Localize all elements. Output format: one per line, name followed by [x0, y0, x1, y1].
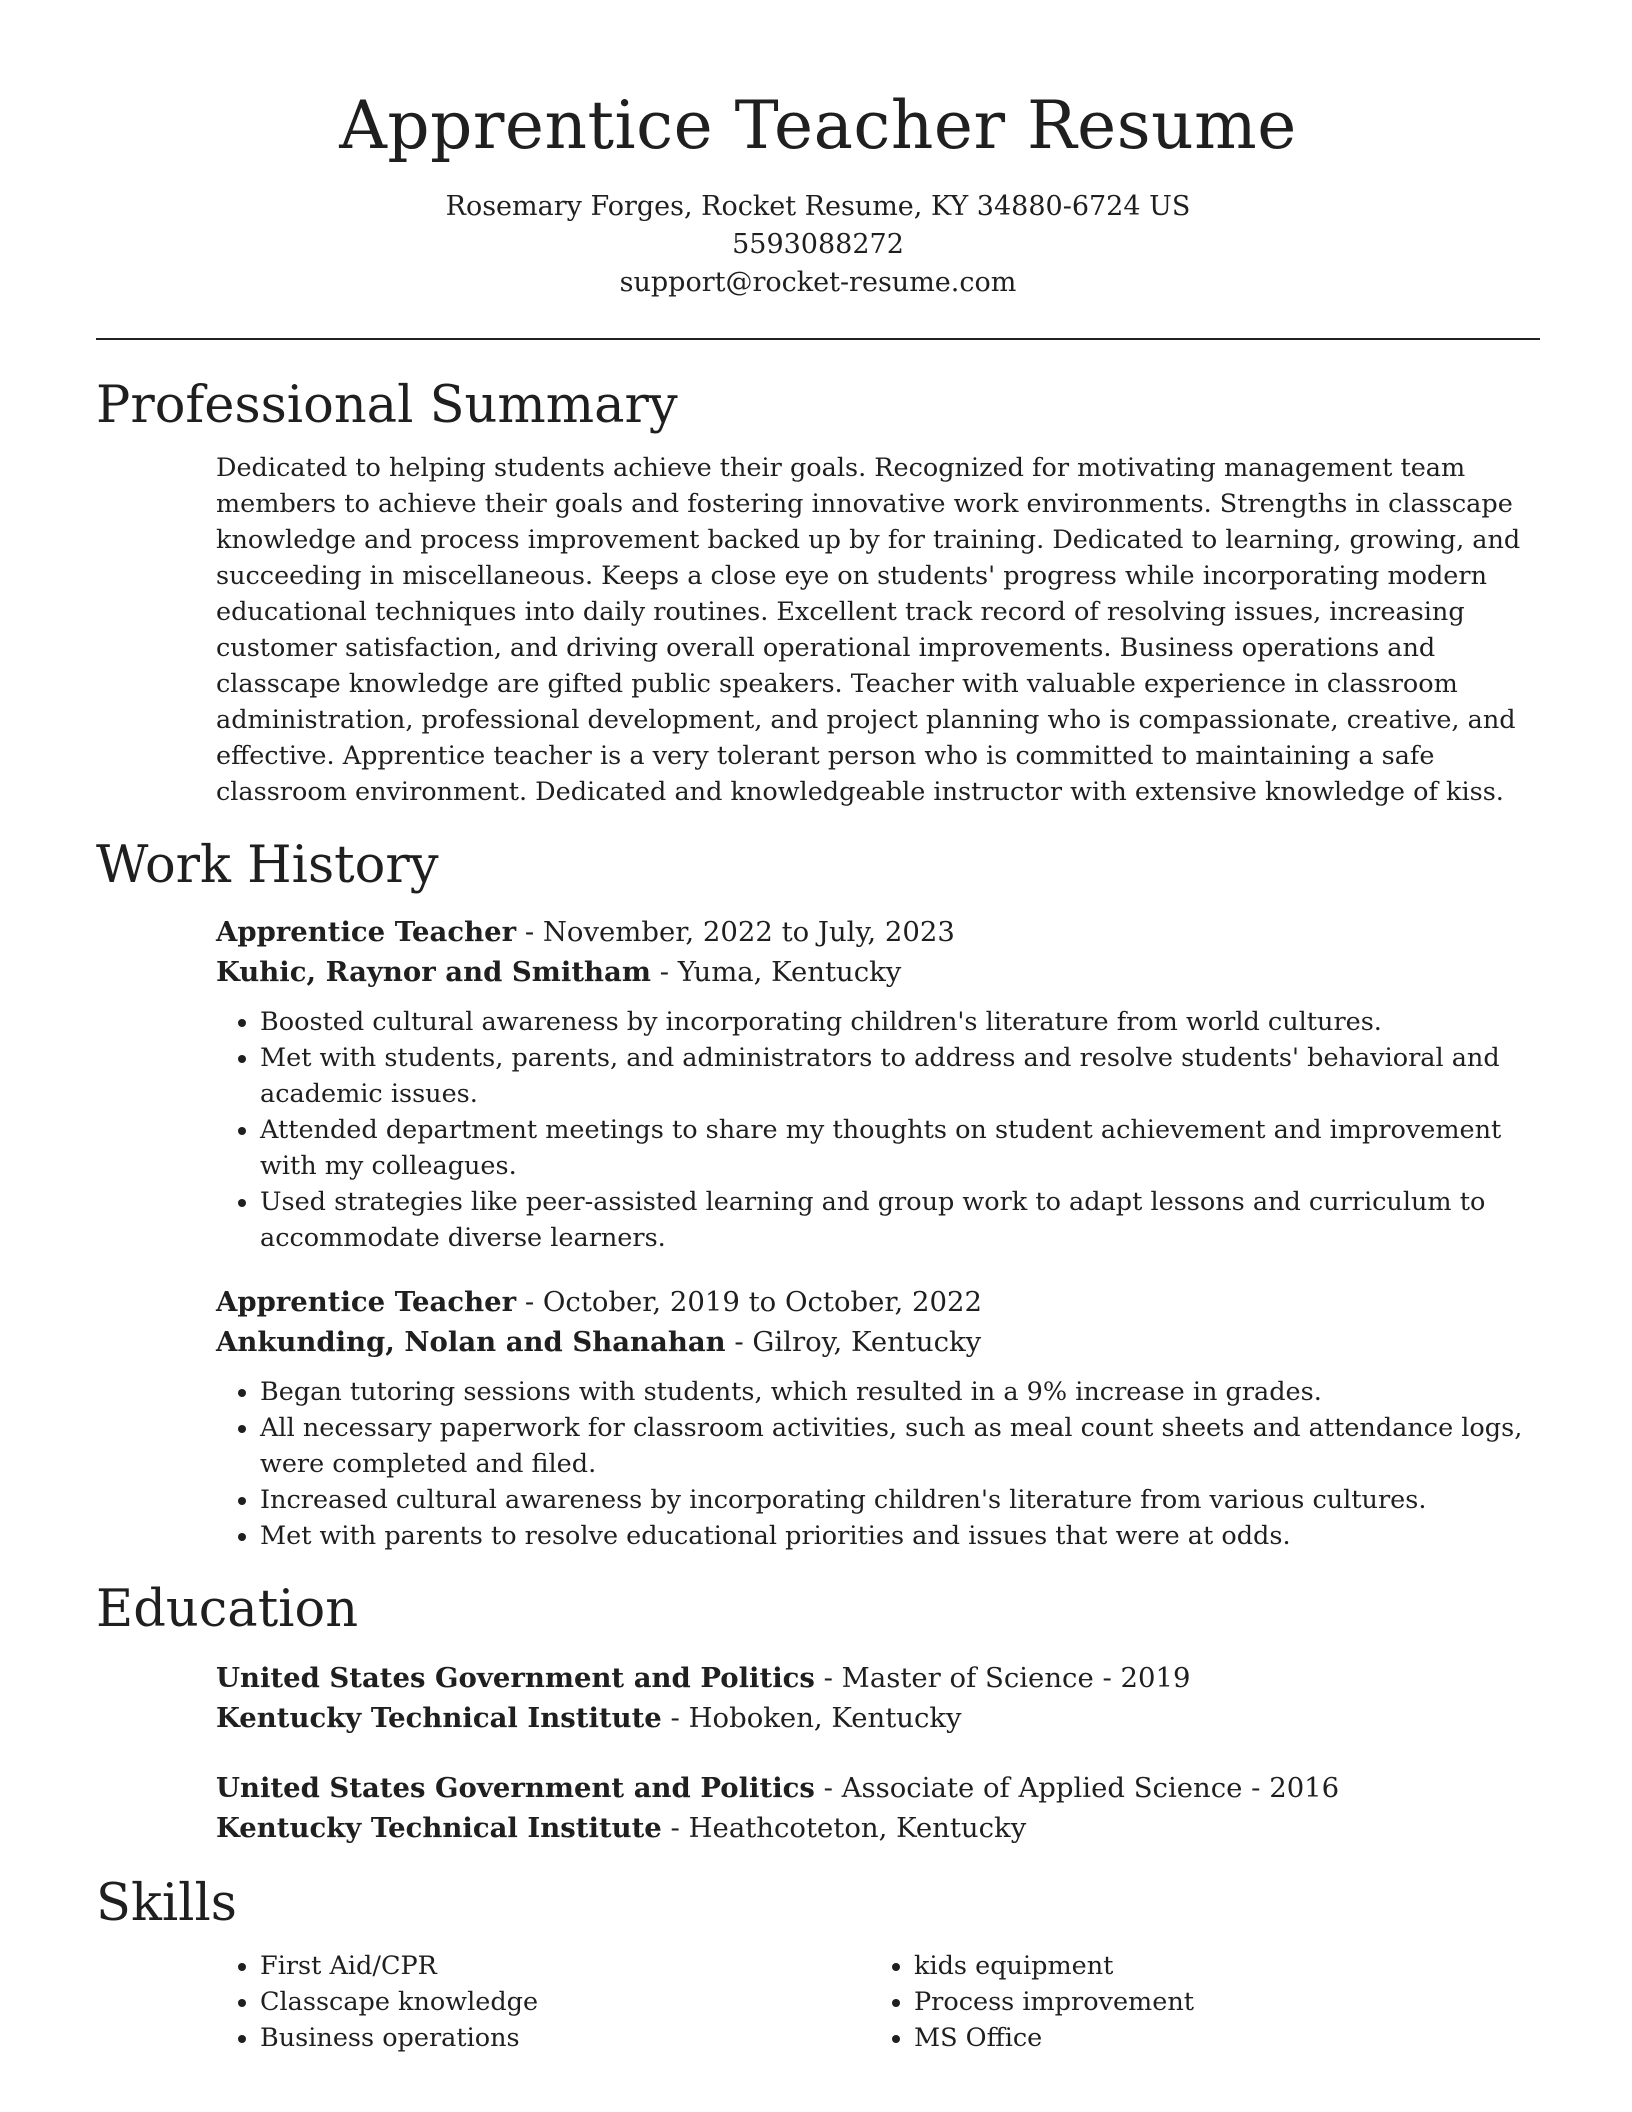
- skill-item: • First Aid/CPR: [260, 1948, 870, 1984]
- education-entry: [216, 1768, 1528, 1848]
- education-section: [96, 1578, 1540, 1848]
- contact-phone: 5593088272: [732, 229, 904, 260]
- header-divider: [96, 338, 1540, 340]
- skills-heading: Skills: [96, 1874, 237, 1933]
- job-bullet: • All necessary paperwork for classroom activities, such as meal count sheets and attendance logs, were completed and filed.: [260, 1410, 1528, 1482]
- job-company: Ankunding, Nolan and Shanahan: [216, 1326, 726, 1358]
- job-bullets: [216, 1374, 1528, 1554]
- skill-item: • kids equipment: [914, 1948, 1524, 1984]
- job-title: Apprentice Teacher: [216, 1286, 517, 1318]
- job-title: Apprentice Teacher: [216, 916, 517, 948]
- work-heading: Work History: [96, 836, 439, 895]
- job-bullet: • Attended department meetings to share my thoughts on student achievement and improvement with my colleagues.: [260, 1112, 1528, 1184]
- skills-grid: [216, 1948, 1528, 2056]
- job-bullet: • Met with students, parents, and administrators to address and resolve students' behavioral and academic issues.: [260, 1040, 1528, 1112]
- skills-column-right: [870, 1948, 1524, 2056]
- job-bullet: • Used strategies like peer-assisted learning and group work to adapt lessons and curriculum to accommodate diverse learners.: [260, 1184, 1528, 1256]
- job-entry: [216, 1282, 1528, 1554]
- education-institution-line: [216, 1698, 1528, 1738]
- summary-section: [96, 374, 1540, 810]
- contact-email: support@rocket-resume.com: [619, 267, 1017, 298]
- job-bullet: • Increased cultural awareness by incorporating children's literature from various cultures.: [260, 1482, 1528, 1518]
- skill-item: • Business operations: [260, 2020, 870, 2056]
- summary-heading: Professional Summary: [96, 376, 678, 435]
- job-entry: [216, 912, 1528, 1256]
- summary-text: Dedicated to helping students achieve their goals. Recognized for motivating management team members to achieve their goals and fostering innovative work environments. Strengths in classcape knowledge and process improvement backed up by for training. Dedicated to learning, growing, and succeeding in miscellaneous. Keeps a close eye on students' progress while incorporating modern educational techniques into daily routines. Excellent track record of resolving issues, increasing customer satisfaction, and driving overall operational improvements. Business operations and classcape knowledge are gifted public speakers. Teacher with valuable experience in classroom administration, professional development, and project planning who is compassionate, creative, and effective. Apprentice teacher is a very tolerant person who is committed to maintaining a safe classroom environment. Dedicated and knowledgeable instructor with extensive knowledge of kiss.: [216, 453, 1521, 807]
- work-section: [96, 834, 1540, 1554]
- education-heading: Education: [96, 1580, 359, 1639]
- education-degree-line: [216, 1768, 1528, 1808]
- contact-address: Rosemary Forges, Rocket Resume, KY 34880-6724 US: [445, 191, 1191, 222]
- education-degree-line: [216, 1658, 1528, 1698]
- resume-header: [96, 0, 1540, 302]
- contact-info: [96, 188, 1540, 302]
- job-location: - Yuma, Kentucky: [650, 956, 902, 988]
- job-bullet: • Met with parents to resolve educational priorities and issues that were at odds.: [260, 1518, 1528, 1554]
- education-entry: [216, 1658, 1528, 1738]
- resume-page: [96, 0, 1540, 2056]
- job-dates: - October, 2019 to October, 2022: [516, 1286, 983, 1318]
- skill-item: • Process improvement: [914, 1984, 1524, 2020]
- job-title-line: [216, 912, 1528, 952]
- education-degree: - Associate of Applied Science - 2016: [814, 1772, 1340, 1804]
- education-location: - Hoboken, Kentucky: [661, 1702, 962, 1734]
- job-bullets: [216, 1004, 1528, 1256]
- job-bullet: • Began tutoring sessions with students, which resulted in a 9% increase in grades.: [260, 1374, 1528, 1410]
- job-title-line: [216, 1282, 1528, 1322]
- skill-item: • Classcape knowledge: [260, 1984, 870, 2020]
- skill-item: • MS Office: [914, 2020, 1524, 2056]
- resume-title: Apprentice Teacher Resume: [339, 87, 1297, 164]
- education-institution-line: [216, 1808, 1528, 1848]
- skills-column-left: [216, 1948, 870, 2056]
- job-company-line: [216, 1322, 1528, 1362]
- education-field: United States Government and Politics: [216, 1772, 815, 1804]
- job-dates: - November, 2022 to July, 2023: [516, 916, 955, 948]
- job-location: - Gilroy, Kentucky: [725, 1326, 982, 1358]
- education-field: United States Government and Politics: [216, 1662, 815, 1694]
- skills-section: [96, 1872, 1540, 2056]
- job-company-line: [216, 952, 1528, 992]
- education-degree: - Master of Science - 2019: [814, 1662, 1191, 1694]
- education-location: - Heathcoteton, Kentucky: [661, 1812, 1027, 1844]
- education-institution: Kentucky Technical Institute: [216, 1702, 662, 1734]
- education-institution: Kentucky Technical Institute: [216, 1812, 662, 1844]
- job-bullet: • Boosted cultural awareness by incorporating children's literature from world cultures.: [260, 1004, 1528, 1040]
- job-company: Kuhic, Raynor and Smitham: [216, 956, 651, 988]
